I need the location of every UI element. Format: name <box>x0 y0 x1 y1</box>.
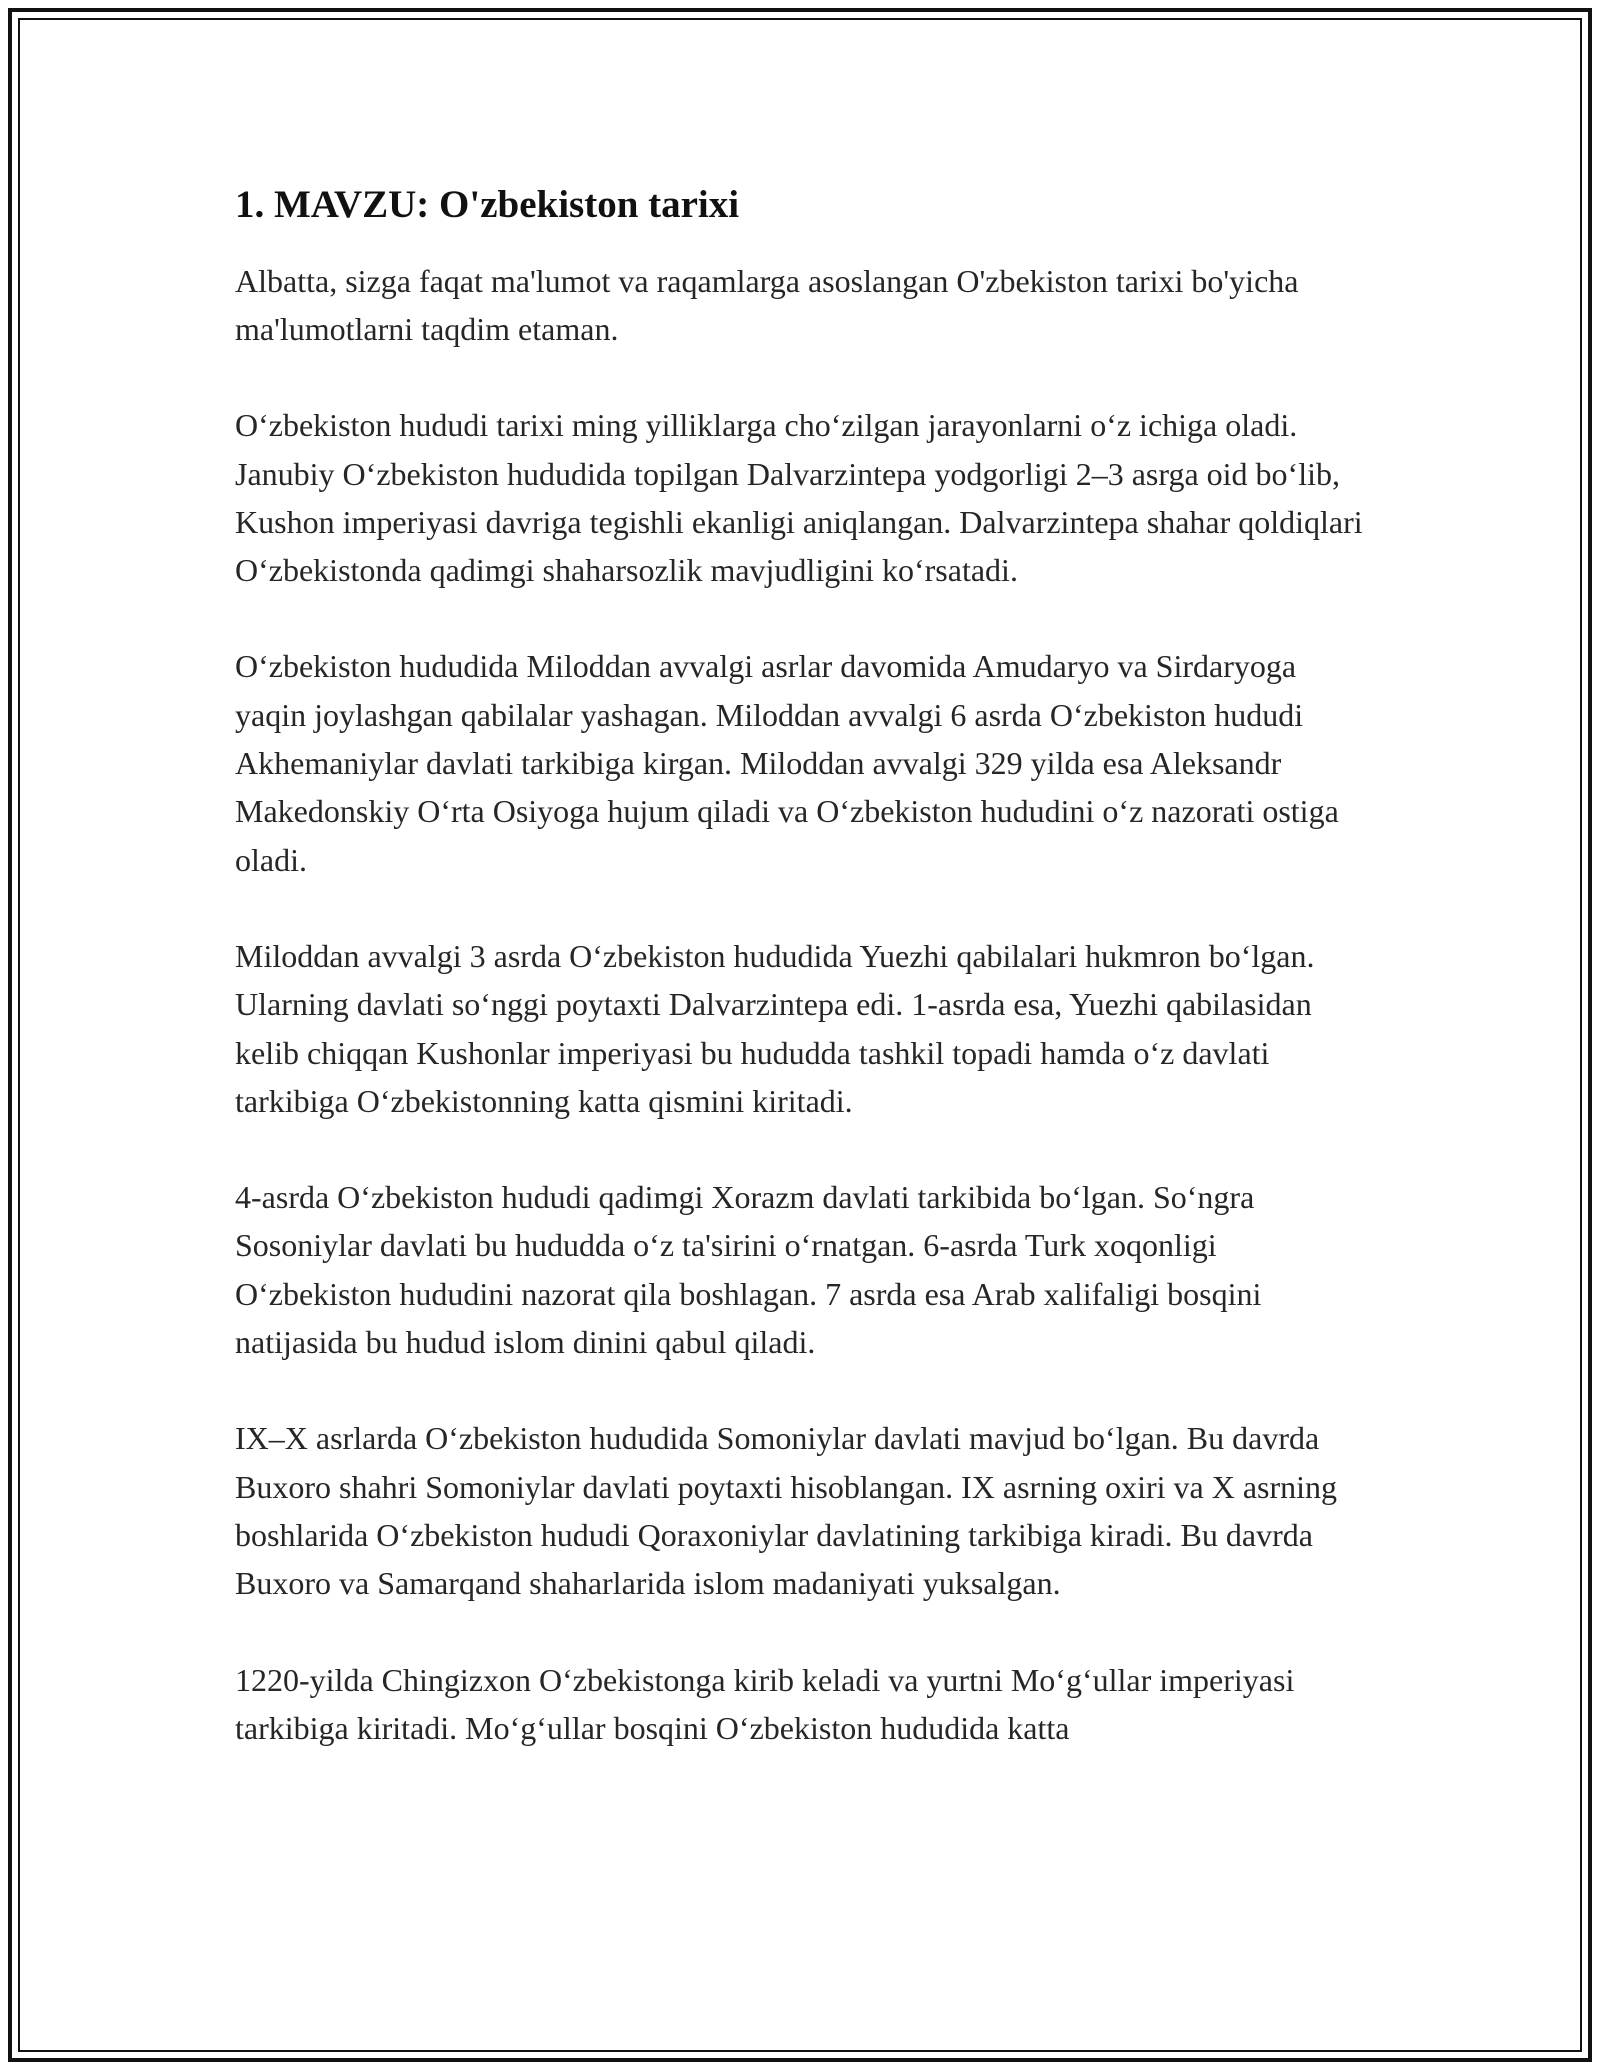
paragraph-chingizxon: 1220-yilda Chingizxon O‘zbekistonga kirib keladi va yurtni Mo‘g‘ullar imperiyasi tarkibiga kiritadi. Mo‘g‘ullar bosqini O‘zbekiston hududida katta <box>235 1661 1295 1746</box>
paragraph-yuezhi-kushan: Miloddan avvalgi 3 asrda O‘zbekiston hududida Yuezhi qabilalari hukmron bo‘lgan. Ularning davlati so‘nggi poytaxti Dalvarzintepa edi. 1-asrda esa, Yuezhi qabilasidan kelib chiqqan Kushonlar imperiyasi bu hududda tashkil topadi hamda o‘z davlati tarkibiga O‘zbekistonning katta qismini kiritadi. <box>235 937 1315 1119</box>
paragraph-intro: Albatta, sizga faqat ma'lumot va raqamlarga asoslangan O'zbekiston tarixi bo'yicha ma'lumotlarni taqdim etaman. <box>235 262 1299 347</box>
document-title: 1. MAVZU: O'zbekiston tarixi <box>235 183 740 226</box>
paragraph-xorazm-turk: 4-asrda O‘zbekiston hududi qadimgi Xorazm davlati tarkibida bo‘lgan. So‘ngra Sosoniylar davlati bu hududda o‘z ta'sirini o‘rnatgan. 6-asrda Turk xoqonligi O‘zbekiston hududini nazorat qila boshlagan. 7 asrda esa Arab xalifaligi bosqini natijasida bu hudud islom dinini qabul qiladi. <box>235 1179 1262 1361</box>
paragraph-ancient-tribes: O‘zbekiston hududida Miloddan avvalgi asrlar davomida Amudaryo va Sirdaryoga yaqin joylashgan qabilalar yashagan. Miloddan avvalgi 6 asrda O‘zbekiston hududi Akhemaniylar davlati tarkibiga kirgan. Miloddan avvalgi 329 yilda esa Aleksandr Makedonskiy O‘rta Osiyoga hujum qiladi va O‘zbekiston hududini o‘z nazorati ostiga oladi. <box>235 648 1339 878</box>
paragraph-somoniylar: IX–X asrlarda O‘zbekiston hududida Somoniylar davlati mavjud bo‘lgan. Bu davrda Buxoro shahri Somoniylar davlati poytaxti hisoblangan. IX asrning oxiri va X asrning boshlarida O‘zbekiston hududi Qoraxoniylar davlatining tarkibiga kiradi. Bu davrda Buxoro va Samarqand shaharlarida islom madaniyati yuksalgan. <box>235 1420 1338 1602</box>
paragraph-dalvarzintepa: O‘zbekiston hududi tarixi ming yilliklarga cho‘zilgan jarayonlarni o‘z ichiga oladi. Janubiy O‘zbekiston hududida topilgan Dalvarzintepa yodgorligi 2–3 asrga oid bo‘lib, Kushon imperiyasi davriga tegishli ekanligi aniqlangan. Dalvarzintepa shahar qoldiqlari O‘zbekistonda qadimgi shaharsozlik mavjudligini ko‘rsatadi. <box>235 407 1363 589</box>
document-body <box>235 180 1375 1752</box>
